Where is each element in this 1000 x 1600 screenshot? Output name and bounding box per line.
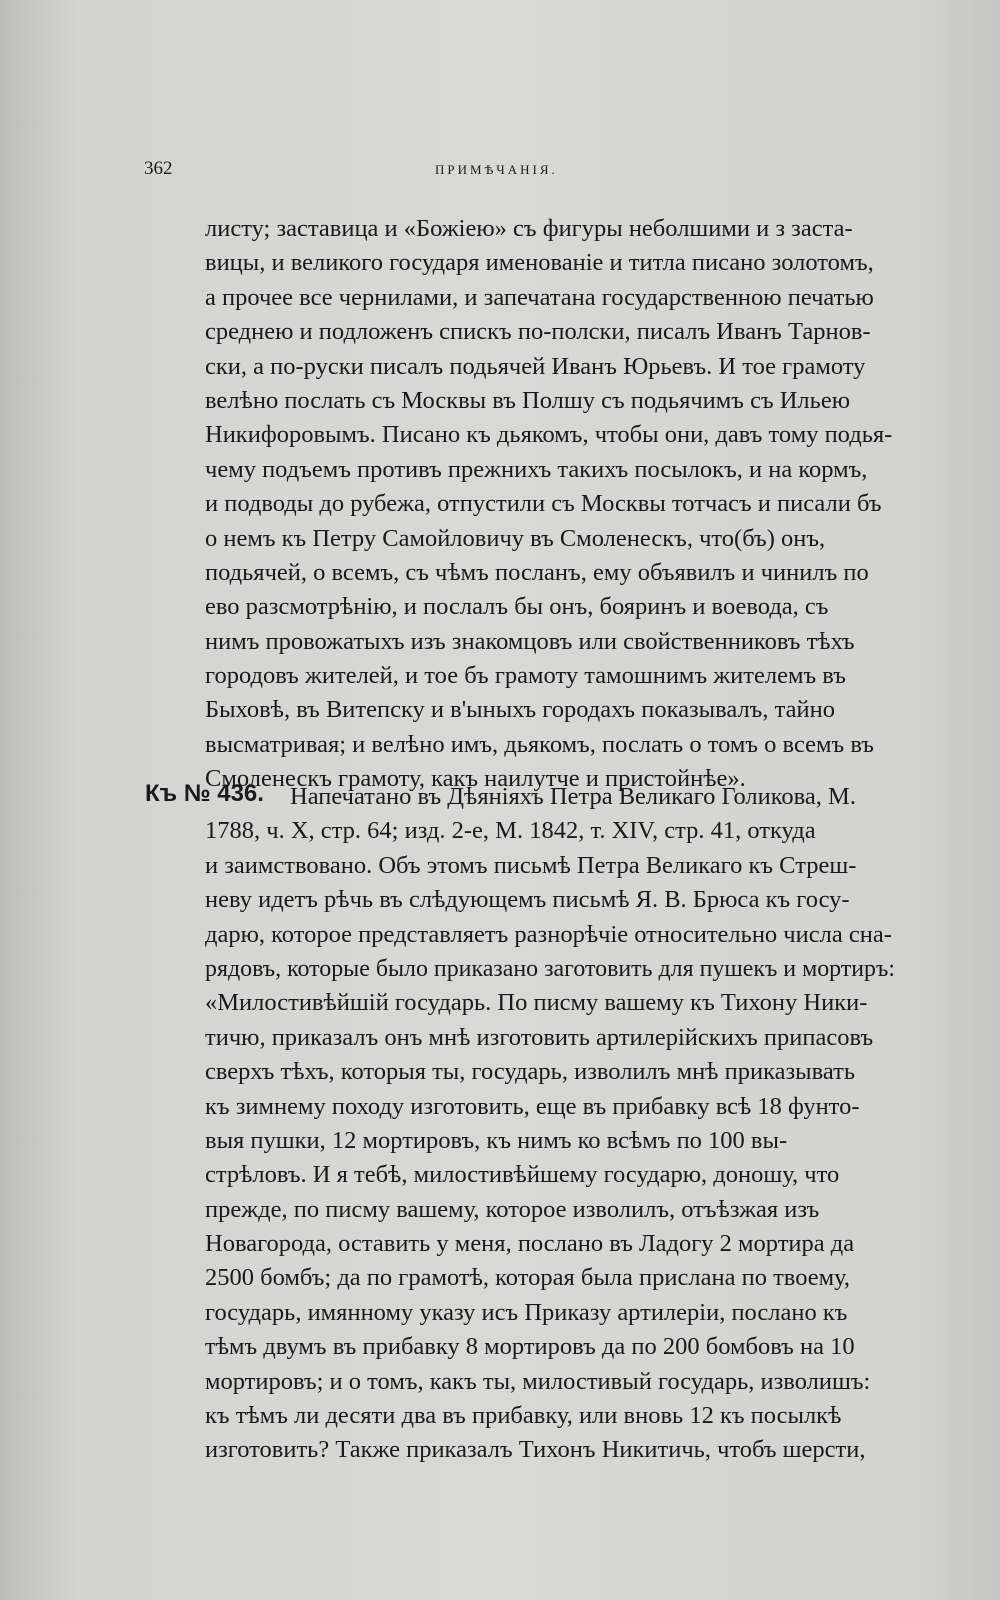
text-line: изготовить? Также приказалъ Тихонъ Никитичь, чтобъ шерсти,: [205, 1436, 866, 1464]
text-line: рядовъ, которые было приказано заготовить для пушекъ и мортиръ:: [205, 954, 895, 982]
text-line: среднею и подложенъ спискъ по-полски, писалъ Иванъ Тарнов-: [205, 318, 871, 346]
text-line: ски, а по-руски писалъ подьячей Иванъ Юрьевъ. И тое грамоту: [205, 352, 866, 380]
text-line: Смоленескъ грамоту, какъ наилутче и пристойнѣе».: [205, 765, 746, 793]
text-line: къ тѣмъ ли десяти два въ прибавку, или вновь 12 къ посылкѣ: [205, 1402, 842, 1430]
page-header: [0, 158, 1000, 188]
text-line: Напечатано въ Дѣяніяхъ Петра Великаго Голикова, М.: [290, 783, 856, 810]
entry-text: [205, 780, 895, 1468]
text-line: Быховѣ, въ Витепску и в'ыныхъ городахъ показывалъ, тайно: [205, 696, 835, 724]
text-line: высматривая; и велѣно имъ, дьякомъ, послать о томъ о всемъ въ: [205, 730, 874, 758]
text-line: нимъ провожатыхъ изъ знакомцовъ или свойственниковъ тѣхъ: [205, 627, 855, 655]
text-line: стрѣловъ. И я тебѣ, милостивѣйшему государю, доношу, что: [205, 1161, 840, 1189]
text-line: дарю, которое представляетъ разнорѣчіе относительно числа сна-: [205, 920, 892, 948]
text-line: подьячей, о всемъ, съ чѣмъ посланъ, ему объявилъ и чинилъ по: [205, 558, 869, 586]
text-line: городовъ жителей, и тое бъ грамоту тамошнимъ жителемъ въ: [205, 662, 846, 690]
text-line: выя пушки, 12 мортировъ, къ нимъ ко всѣмъ по 100 вы-: [205, 1126, 788, 1154]
text-line: мортировъ; и о томъ, какъ ты, милостивый государь, изволишъ:: [205, 1367, 871, 1395]
text-line: неву идетъ рѣчь въ слѣдующемъ письмѣ Я. В. Брюса къ госу-: [205, 886, 850, 914]
text-line: къ зимнему походу изготовить, еще въ прибавку всѣ 18 фунто-: [205, 1092, 860, 1120]
text-line: ево разсмотрѣнію, и послалъ бы онъ, бояринъ и воевода, съ: [205, 593, 829, 621]
text-line: а прочее все чернилами, и запечатана государственною печатью: [205, 283, 874, 311]
text-line: листу; заставица и «Божіею» съ фигуры неболшими и з заста-: [205, 215, 853, 242]
entry-heading: Къ № 436.: [145, 780, 264, 807]
text-line: о немъ къ Петру Самойловичу въ Смоленескъ, что(бъ) онъ,: [205, 524, 826, 552]
text-line: «Милостивѣйшій государь. По писму вашему къ Тихону Ники-: [205, 989, 868, 1017]
text-line: сверхъ тѣхъ, которыя ты, государь, изволилъ мнѣ приказывать: [205, 1058, 855, 1086]
text-line: Новагорода, оставить у меня, послано въ Ладогу 2 мортира да: [205, 1230, 855, 1258]
text-line: государь, имянному указу исъ Приказу артилеріи, послано къ: [205, 1298, 848, 1326]
text-line: тичю, приказалъ онъ мнѣ изготовить артилерійскихъ припасовъ: [205, 1023, 874, 1051]
paragraph-text: [205, 212, 895, 797]
text-line: вицы, и великого государя именованіе и титла писано золотомъ,: [205, 249, 874, 277]
text-line: велѣно послать съ Москвы въ Полшу съ подьячимъ съ Ильею: [205, 386, 851, 414]
page-number: 362: [144, 158, 173, 179]
text-line: 1788, ч. X, стр. 64; изд. 2-е, М. 1842, т. XIV, стр. 41, откуда: [205, 817, 816, 845]
running-title: ПРИМѢЧАНІЯ.: [435, 162, 558, 177]
text-line: Никифоровымъ. Писано къ дьякомъ, чтобы они, давъ тому подья-: [205, 421, 893, 449]
text-line: тѣмъ двумъ въ прибавку 8 мортировъ да по 200 бомбовъ на 10: [205, 1333, 855, 1361]
text-line: и заимствовано. Объ этомъ письмѣ Петра Великаго къ Стреш-: [205, 851, 857, 879]
text-line: 2500 бомбъ; да по грамотѣ, которая была прислана по твоему,: [205, 1264, 851, 1292]
text-line: чему подъемъ противъ прежнихъ такихъ посылокъ, и на кормъ,: [205, 455, 868, 483]
text-line: прежде, по писму вашему, которое изволилъ, отъѣзжая изъ: [205, 1195, 820, 1223]
text-line: и подводы до рубежа, отпустили съ Москвы тотчасъ и писали бъ: [205, 490, 882, 518]
